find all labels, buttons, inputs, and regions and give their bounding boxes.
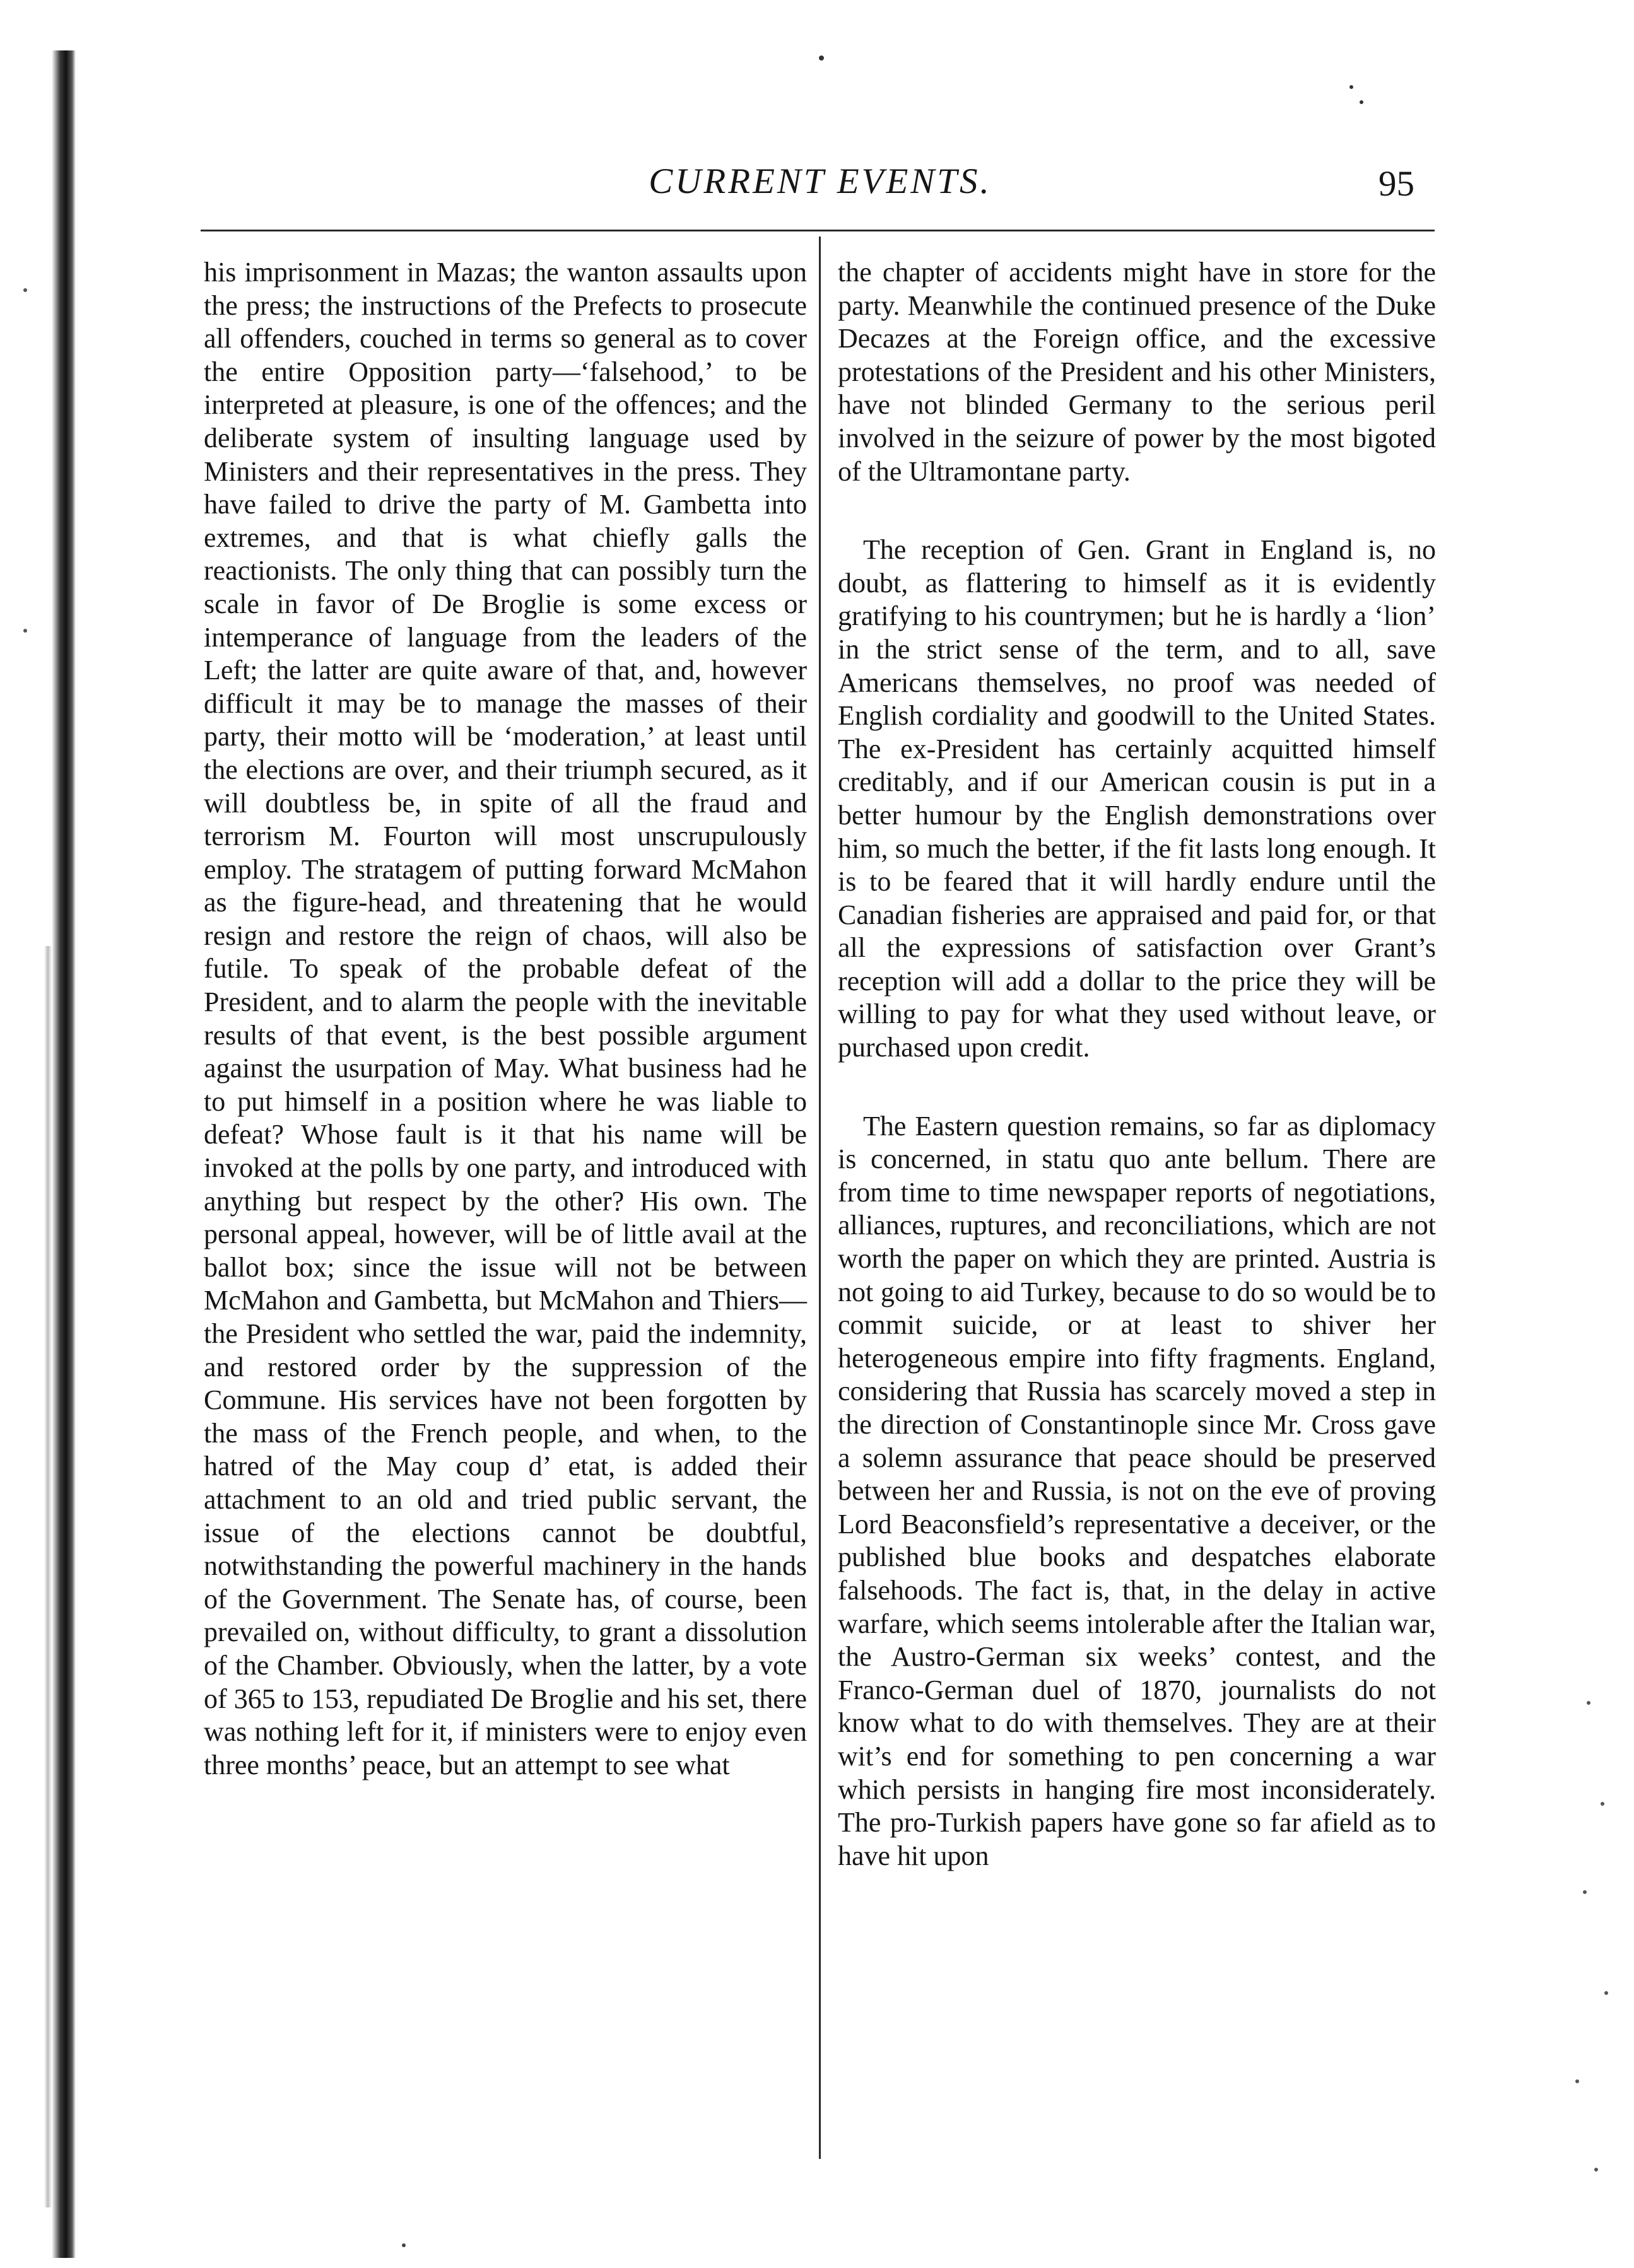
binding-edge: [52, 50, 76, 2258]
paragraph-gap: [838, 488, 1436, 534]
running-title: CURRENT EVENTS.: [649, 161, 992, 201]
paragraph: The reception of Gen. Grant in England is, no doubt, as flattering to himself as it is evidently gratifying to his countrymen; but he is hardly a ‘lion’ in the strict sense of the term, and to all, save Americans themselves, no proof was needed of English cordiality and goodwill to the United States. The ex-President has certainly acquitted himself creditably, and if our American cousin is put in a better humour by the English demonstrations over him, so much the better, if the fit lasts long enough. It is to be feared that it will hardly endure until the Canadian fisheries are appraised and paid for, or that all the expressions of satisfaction over Grant’s reception will add a dollar to the price they will be willing to pay for what they used without leave, or purchased upon credit.: [838, 534, 1436, 1063]
running-head: [0, 156, 1634, 207]
header-rule: [201, 230, 1435, 231]
paragraph-gap: [838, 1065, 1436, 1110]
paragraph: the chapter of accidents might have in store for the party. Meanwhile the continued presence of the Duke Decazes at the Foreign office, and the excessive protestations of the President and his other Ministers, have not blinded Germany to the serious peril involved in the seizure of power by the most bigoted of the Ultramontane party.: [838, 257, 1436, 487]
column-divider: [819, 237, 821, 2159]
right-column: [838, 256, 1436, 1873]
binding-shadow: [44, 946, 52, 2207]
left-column: [204, 256, 807, 1782]
paragraph: The Eastern question remains, so far as diplomacy is concerned, in statu quo ante bellum. There are from time to time newspaper reports of negotiations, alliances, ruptures, and reconciliations, which are not worth the paper on which they are printed. Austria is not going to aid Turkey, because to do so would be to commit suicide, or at least to shiver her heterogeneous empire into fifty fragments. England, considering that Russia has scarcely moved a step in the direction of Constantinople since Mr. Cross gave a solemn assurance that peace should be preserved between her and Russia, is not on the eve of proving Lord Beaconsfield’s representative a deceiver, or the published blue books and despatches elaborate falsehoods. The fact is, that, in the delay in active warfare, which seems intolerable after the Italian war, the Austro-German six weeks’ contest, and the Franco-German duel of 1870, journalists do not know what to do with themselves. They are at their wit’s end for something to pen concerning a war which persists in hanging fire most inconsiderately. The pro-Turkish papers have gone so far afield as to have hit upon: [838, 1110, 1436, 1871]
page-number: 95: [1378, 164, 1414, 204]
paragraph: his imprisonment in Mazas; the wanton assaults upon the press; the instructions of the Prefects to prosecute all offenders, couched in terms so general as to cover the entire Opposition party—‘falsehood,’ to be interpreted at pleasure, is one of the offences; and the deliberate system of insulting language used by Ministers and their representatives in the press. They have failed to drive the party of M. Gambetta into extremes, and that is what chiefly galls the reactionists. The only thing that can possibly turn the scale in favor of De Broglie is some excess or intemperance of language from the leaders of the Left; the latter are quite aware of that, and, however difficult it may be to manage the masses of their party, their motto will be ‘moderation,’ at least until the elections are over, and their triumph secured, as it will doubtless be, in spite of all the fraud and terrorism M. Fourton will most unscrupulously employ. The stratagem of putting forward McMahon as the figure-head, and threatening that he would resign and restore the reign of chaos, will also be futile. To speak of the probable defeat of the President, and to alarm the people with the inevitable results of that event, is the best possible argument against the usurpation of May. What business had he to put himself in a position where he was liable to defeat? Whose fault is it that his name will be invoked at the polls by one party, and introduced with anything but respect by the other? His own. The personal appeal, however, will be of little avail at the ballot box; since the issue will not be between McMahon and Gambetta, but McMahon and Thiers—the President who settled the war, paid the indemnity, and restored order by the suppression of the Commune. His services have not been forgotten by the mass of the French people, and when, to the hatred of the May coup d’ etat, is added their attachment to an old and tried public servant, the issue of the elections cannot be doubtful, notwithstanding the powerful machinery in the hands of the Government. The Senate has, of course, been prevailed on, without difficulty, to grant a dissolution of the Chamber. Obviously, when the latter, by a vote of 365 to 153, repudiated De Broglie and his set, there was nothing left for it, if ministers were to enjoy even three months’ peace, but an attempt to see what: [204, 257, 807, 1780]
